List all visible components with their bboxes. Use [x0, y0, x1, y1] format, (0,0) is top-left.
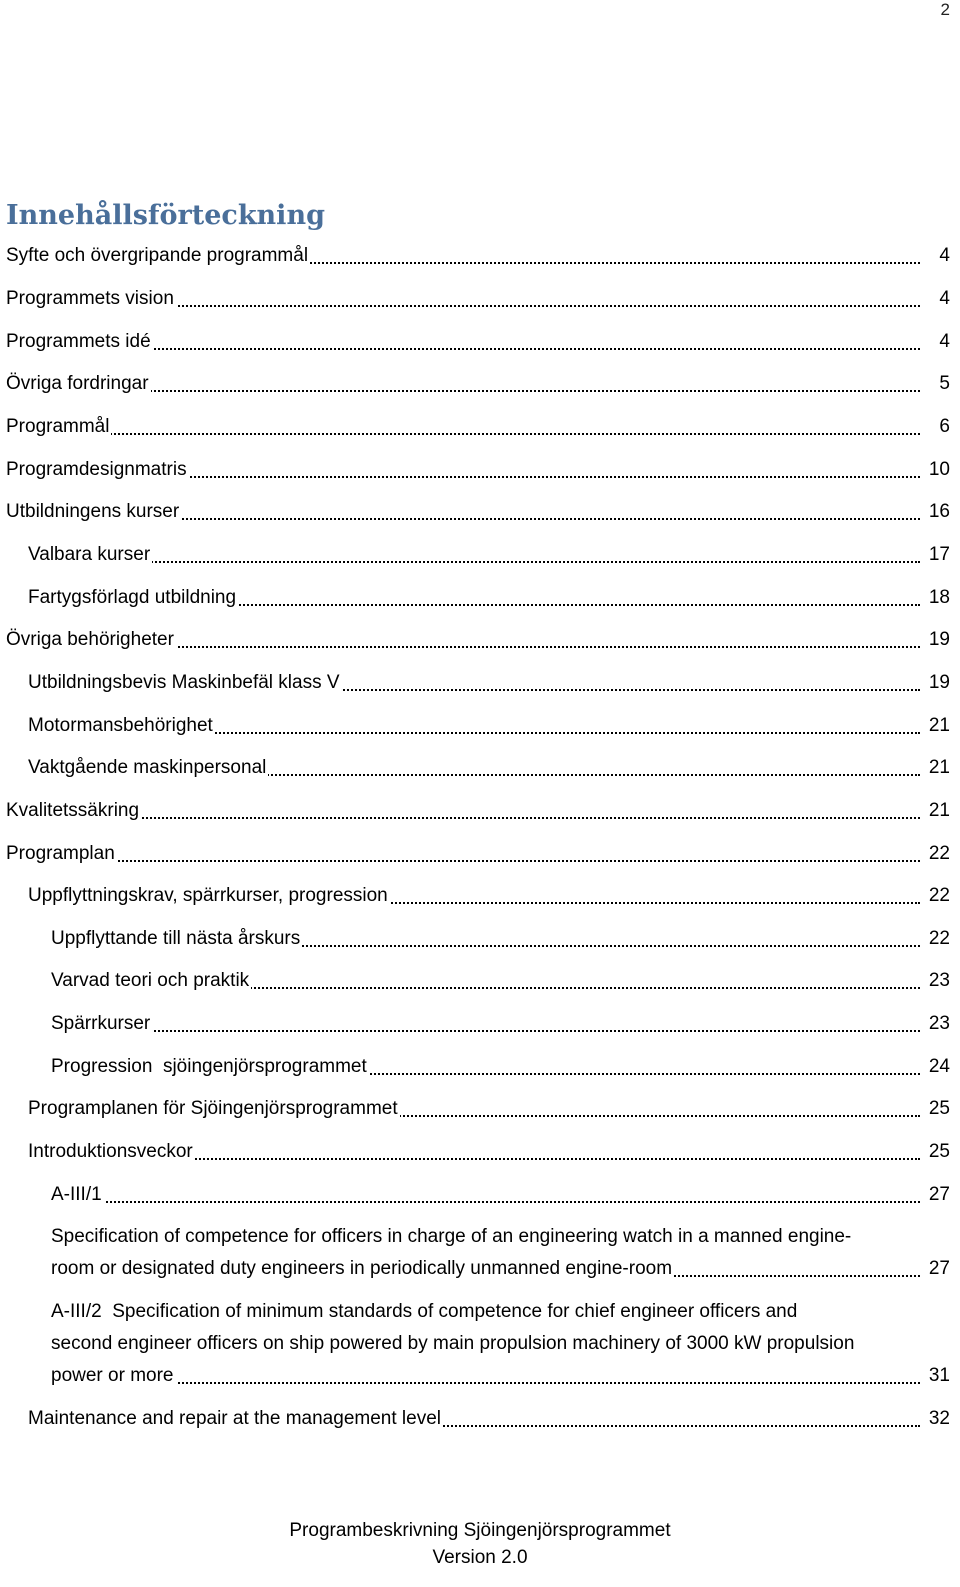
- toc-title: Innehållsförteckning: [6, 200, 325, 231]
- toc-entry-text: Valbara kurser: [28, 539, 152, 571]
- toc-entry-text: Programplan: [6, 838, 117, 870]
- footer-title: Programbeskrivning Sjöingenjörsprogrammet: [289, 1520, 671, 1541]
- toc-entry-page: 19: [927, 667, 950, 699]
- toc-entry-page: 22: [927, 838, 950, 870]
- toc-entry-page: 16: [927, 496, 950, 528]
- toc-entry-text: Övriga fordringar: [6, 368, 151, 400]
- toc-entry-text: Syfte och övergripande programmål: [6, 240, 310, 272]
- toc-entry-page: 23: [927, 965, 950, 997]
- toc-entry-text: Programmål: [6, 411, 111, 443]
- toc-entry-text: Utbildningens kurser: [6, 496, 181, 528]
- toc-entry-page: 17: [927, 539, 950, 571]
- toc-entry-text: Programmets idé: [6, 326, 153, 358]
- toc-entry-text: Övriga behörigheter: [6, 624, 176, 656]
- toc-entry-text: Maintenance and repair at the management level: [28, 1403, 443, 1435]
- toc-entry-page: 21: [927, 795, 950, 827]
- toc-entry-text: Motormansbehörighet: [28, 710, 215, 742]
- toc-entry-page: 25: [927, 1136, 950, 1168]
- toc-entry-text: room or designated duty engineers in periodically unmanned engine-room: [51, 1253, 674, 1285]
- toc-entry-page: 27: [927, 1179, 950, 1211]
- toc-entry-line: Specification of competence for officers in charge of an engineering watch in a manned engine-: [51, 1226, 852, 1247]
- toc-entry-page: 5: [937, 368, 950, 400]
- toc-entry-page: 25: [927, 1093, 950, 1125]
- toc-entry-page: 10: [927, 454, 950, 486]
- toc-entry-text: Fartygsförlagd utbildning: [28, 582, 238, 614]
- toc-entry-text: Introduktionsveckor: [28, 1136, 195, 1168]
- toc-entry-text: Progression sjöingenjörsprogrammet: [51, 1051, 369, 1083]
- page-number: 2: [940, 0, 950, 19]
- toc-entry-page: 21: [927, 752, 950, 784]
- toc-entry-page: 21: [927, 710, 950, 742]
- toc-entry-text: Uppflyttande till nästa årskurs: [51, 923, 302, 955]
- toc-entry-text: Utbildningsbevis Maskinbefäl klass V: [28, 667, 342, 699]
- toc-entry-text: Programplanen för Sjöingenjörsprogrammet: [28, 1093, 400, 1125]
- toc-entry-line: second engineer officers on ship powered by main propulsion machinery of 3000 kW propulsion: [51, 1333, 855, 1354]
- toc-entry-line: A-III/2 Specification of minimum standards of competence for chief engineer officers and: [51, 1301, 798, 1322]
- toc-entry-page: 22: [927, 880, 950, 912]
- toc-entry-page: 4: [937, 283, 950, 315]
- toc-entry-page: 4: [937, 326, 950, 358]
- toc-entry-text: Vaktgående maskinpersonal: [28, 752, 268, 784]
- toc-entry-page: 32: [927, 1403, 950, 1435]
- toc-entry-page: 23: [927, 1008, 950, 1040]
- toc-entry-page: 6: [937, 411, 950, 443]
- toc-entry-page: 4: [937, 240, 950, 272]
- toc-entry-text: Programmets vision: [6, 283, 176, 315]
- toc-entry-text: Kvalitetssäkring: [6, 795, 141, 827]
- toc-entry-text: A-III/1: [51, 1179, 104, 1211]
- toc-entry-text: Spärrkurser: [51, 1008, 152, 1040]
- toc-entry-text: Programdesignmatris: [6, 454, 189, 486]
- toc-entry-page: 27: [927, 1253, 950, 1285]
- toc-entry-page: 31: [927, 1360, 950, 1392]
- toc-entry-text: power or more: [51, 1360, 176, 1392]
- toc-entry-page: 22: [927, 923, 950, 955]
- toc-entry-page: 18: [927, 582, 950, 614]
- footer-version: Version 2.0: [432, 1547, 528, 1568]
- toc-entry-text: Varvad teori och praktik: [51, 965, 251, 997]
- toc-entry-page: 19: [927, 624, 950, 656]
- toc-entry-page: 24: [927, 1051, 950, 1083]
- toc-entry-text: Uppflyttningskrav, spärrkurser, progression: [28, 880, 390, 912]
